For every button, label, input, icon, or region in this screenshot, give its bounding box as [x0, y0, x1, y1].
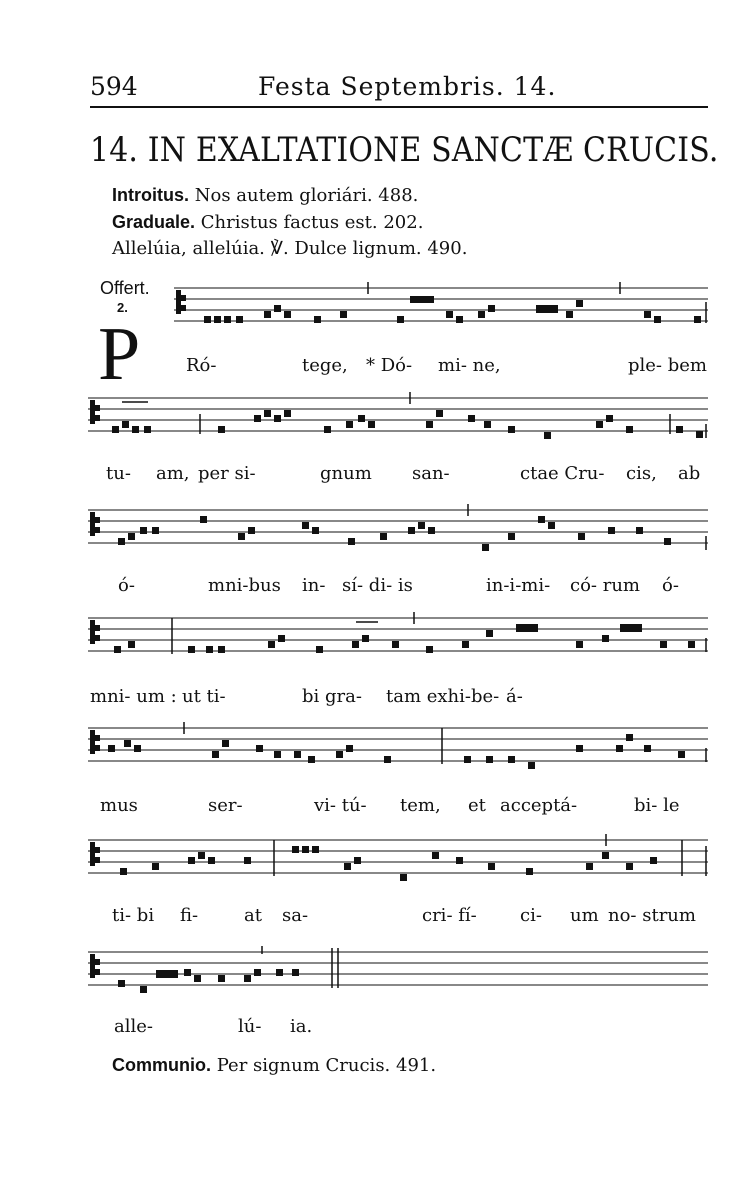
chant-staff-4	[88, 608, 710, 668]
communio-label: Communio.	[112, 1055, 211, 1075]
lyrics-line-7	[88, 1016, 710, 1042]
lyric-syllable: no- strum	[608, 905, 696, 926]
chant-staff-6	[88, 830, 710, 890]
lyric-syllable: tem,	[400, 795, 441, 816]
lyric-syllable: ut ti-	[182, 686, 226, 707]
lyric-syllable: alle-	[114, 1016, 153, 1037]
running-head	[90, 72, 708, 108]
lyric-syllable: vi- tú-	[314, 795, 367, 816]
proper-text: Christus factus est. 202.	[200, 212, 424, 233]
lyric-syllable: bi gra-	[302, 686, 362, 707]
lyric-syllable: san-	[412, 463, 450, 484]
initial-letter: P	[98, 312, 141, 396]
chant-staff-3	[88, 500, 710, 560]
mode-number: 2.	[117, 300, 128, 315]
staff-notation-6	[88, 830, 710, 890]
lyric-syllable: sa-	[282, 905, 309, 926]
feast-title: 14. IN EXALTATIONE SANCTÆ CRUCIS.	[90, 130, 719, 170]
lyrics-line-1	[88, 355, 710, 381]
staff-notation-7	[88, 942, 710, 1002]
lyric-syllable: in-	[302, 575, 326, 596]
lyric-syllable: bi- le	[634, 795, 680, 816]
lyric-syllable: ctae Cru-	[520, 463, 605, 484]
running-title: Festa Septembris. 14.	[258, 72, 557, 101]
chant-staff-1	[88, 278, 710, 338]
lyric-syllable: um	[570, 905, 599, 926]
lyrics-line-3	[88, 575, 710, 601]
lyric-syllable: cri- fí-	[422, 905, 477, 926]
proper-introitus	[112, 182, 467, 209]
chant-staff-2	[88, 388, 710, 448]
lyric-syllable: tu-	[106, 463, 131, 484]
lyric-syllable: fi-	[180, 905, 199, 926]
lyric-syllable: tege,	[302, 355, 348, 376]
lyric-syllable: tam exhi-be-	[386, 686, 500, 707]
lyric-syllable: ple- bem	[628, 355, 707, 376]
lyrics-line-2	[88, 463, 710, 489]
lyric-syllable: ti- bi	[112, 905, 155, 926]
lyric-syllable: cis,	[626, 463, 657, 484]
lyric-syllable: ia.	[290, 1016, 313, 1037]
lyric-syllable: ó-	[118, 575, 135, 596]
staff-notation-2	[88, 388, 710, 448]
lyrics-line-5	[88, 795, 710, 821]
lyric-syllable: ab	[678, 463, 701, 484]
chant-staff-7	[88, 942, 710, 1002]
chant-staff-5	[88, 718, 710, 778]
lyrics-line-6	[88, 905, 710, 931]
staff-notation-5	[88, 718, 710, 778]
communio-text: Per signum Crucis. 491.	[216, 1055, 437, 1076]
propers-list	[112, 182, 467, 262]
lyric-syllable: et	[468, 795, 486, 816]
lyrics-line-4	[88, 686, 710, 712]
proper-alleluia	[112, 236, 467, 262]
proper-graduale	[112, 209, 467, 236]
proper-text: Allelúia, allelúia. ℣. Dulce lignum. 490.	[112, 238, 468, 259]
lyric-syllable: per si-	[198, 463, 256, 484]
proper-label: Introitus.	[112, 185, 189, 205]
staff-notation-4	[88, 608, 710, 668]
lyric-syllable: gnum	[320, 463, 372, 484]
proper-text: Nos autem gloriári. 488.	[194, 185, 419, 206]
lyric-syllable: mni- um :	[90, 686, 177, 707]
lyric-syllable: at	[244, 905, 262, 926]
communio-line	[112, 1055, 436, 1076]
lyric-syllable: á-	[506, 686, 523, 707]
staff-notation-3	[88, 500, 710, 560]
lyric-syllable: am,	[156, 463, 190, 484]
lyric-syllable: * Dó-	[366, 355, 413, 376]
lyric-syllable: ó-	[662, 575, 679, 596]
lyric-syllable: ser-	[208, 795, 243, 816]
page-number: 594	[90, 72, 138, 101]
lyric-syllable: mi- ne,	[438, 355, 501, 376]
proper-label: Graduale.	[112, 212, 196, 232]
lyric-syllable: Ró-	[186, 355, 217, 376]
lyric-syllable: có- rum	[570, 575, 640, 596]
lyric-syllable: ci-	[520, 905, 542, 926]
lyric-syllable: in-i-mi-	[486, 575, 551, 596]
staff-notation-1	[88, 278, 710, 338]
offertory-label: Offert.	[100, 278, 150, 298]
lyric-syllable: mus	[100, 795, 138, 816]
lyric-syllable: acceptá-	[500, 795, 578, 816]
lyric-syllable: lú-	[238, 1016, 262, 1037]
lyric-syllable: sí- di- is	[342, 575, 413, 596]
lyric-syllable: mni-bus	[208, 575, 281, 596]
